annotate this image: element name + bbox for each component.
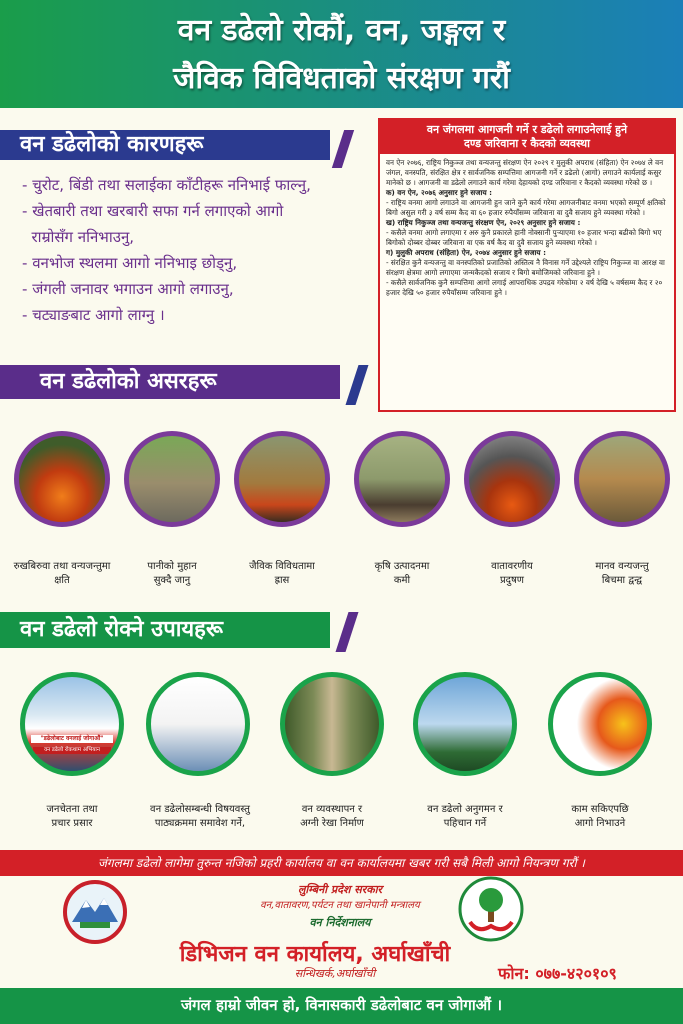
header-line-1: वन डढेलो रोकौं, वन, जङ्गल र	[177, 13, 506, 48]
law-heading-line-2: दण्ड जरिवाना र कैदको व्यवस्था	[464, 137, 590, 150]
cause-item: - चुरोट, बिंडी तथा सलाईका काँटीहरू ननिभाई फाल्नु,	[22, 176, 311, 194]
rally-banner-subtext: वन डढेलो रोकथाम अभियान	[33, 747, 111, 754]
nepal-emblem-icon	[58, 880, 132, 944]
header-banner	[0, 0, 683, 108]
law-section-a-text: - राष्ट्रिय वनमा आगो लगाउने वा आगजनी हुन जाने कुनै कार्य गरेमा आगजनीबाट वनमा भएको सम्पूर्ण क्षतिको बिगो असुल गरी ३ वर्ष सम्म कैद वा ६० हजार रुपैयाँसम्म जरिवाना वा दुवै सजाय हुने व्यवस्था गरेको ।	[386, 198, 666, 217]
publisher-province: लुम्बिनी प्रदेश सरकार	[297, 883, 383, 896]
dry-spring-icon	[124, 431, 220, 527]
office-phone: फोन: ०७७-४२०१०९	[498, 964, 617, 983]
leopard-icon	[574, 431, 670, 527]
measure-caption: वन व्यवस्थापन र अग्नी रेखा निर्माण	[300, 804, 364, 829]
measure-caption: वन डढेलोसम्बन्धी विषयवस्तु पाठ्यक्रममा समावेश गर्ने,	[150, 804, 250, 829]
fire-line-icon	[280, 672, 384, 776]
publisher-directorate: वन निर्देशनालय	[309, 916, 371, 929]
law-heading	[380, 120, 674, 154]
effects-banner	[0, 365, 380, 405]
watch-tower-icon	[413, 672, 517, 776]
law-section-c-title: ग) मुलुकी अपराध (संहिता) ऐन, २०७४ अनुसार हुने सजाय :	[386, 248, 546, 257]
law-section-c-text-2: - कसैले सार्वजनिक कुनै सम्पत्तिमा आगो लगाई आपराधिक उपद्रव गरेकोमा २ वर्ष देखि ५ वर्षसम्म कैद र २० हजार देखि ५० हजार रुपैयाँसम्म जरिवाना हुने ।	[386, 278, 663, 297]
effect-caption: पानीको मुहान सुक्दै जानु	[147, 561, 197, 586]
law-box	[378, 118, 676, 412]
causes-title: वन डढेलोको कारणहरू	[0, 130, 330, 160]
measure-caption: जनचेतना तथा प्रचार प्रसार	[46, 804, 98, 829]
effects-title: वन डढेलोको असरहरू	[0, 365, 340, 399]
warning-bar: जंगलमा डढेलो लागेमा तुरुन्त नजिको प्रहरी कार्यालय वा वन कार्यालयमा खबर गरी सबै मिली आगो नियन्त्रण गरौं ।	[0, 850, 683, 876]
cause-item: - वनभोज स्थलमा आगो ननिभाइ छोड्नु,	[22, 254, 238, 272]
extinguisher-icon	[548, 672, 652, 776]
burnt-logs-icon	[234, 431, 330, 527]
law-section-a-title: क) वन ऐन, २०७६ अनुसार हुने सजाय :	[386, 188, 492, 197]
effect-caption: रुखबिरुवा तथा वन्यजन्तुमा क्षति	[13, 561, 111, 586]
measure-caption: काम सकिएपछि आगो निभाउने	[571, 804, 629, 829]
effect-caption: मानव वन्यजन्तु बिचमा द्वन्द्व	[595, 561, 649, 586]
measures-title: वन डढेलो रोक्ने उपायहरू	[0, 612, 330, 648]
publisher-block	[200, 882, 480, 932]
effect-caption: जैविक विविधतामा ह्रास	[249, 561, 315, 586]
forest-fire-icon	[14, 431, 110, 527]
banner-slash	[332, 130, 354, 168]
rally-icon	[20, 672, 124, 776]
ox-plough-icon	[354, 431, 450, 527]
effect-caption: वातावरणीय प्रदुषण	[491, 561, 533, 586]
measure-caption: वन डढेलो अनुगमन र पहिचान गर्ने	[427, 804, 503, 829]
effect-caption: कृषि उत्पादनमा कमी	[374, 561, 430, 586]
banner-slash	[346, 365, 369, 405]
law-intro: वन ऐन २०७६, राष्ट्रिय निकुञ्ज तथा वन्यजन्तु संरक्षण ऐन २०२९ र मुलुकी अपराध (संहिता) ऐन २०७४ ले वन जंगल, वनस्पति, संरक्षित क्षेत्र र सार्वजनिक सम्पत्तिमा आगजनी गर्ने र डढेलो (आगो) लगाउने कार्यलाई कसुर मानेको छ । आगजनी वा डढेलो लगाउने कार्य गरेमा देहायको दण्ड जरिवाना र कैदको व्यवस्था गरेको छ ।	[386, 158, 664, 187]
rally-banner-text: "डढेलोबाट वनलाई जोगाऔं"	[31, 735, 113, 743]
law-section-c-text-1: - संरक्षित कुनै वन्यजन्तु वा वनस्पतिको प्रजातिको अस्तित्व नै विनास गर्ने उद्देश्यले राष्ट्रिय निकुञ्ज वा आरक्ष वा संरक्षण क्षेत्रमा आगो लगाएमा जन्मकैदको सजाय र बिगो बमोजिमको जरिवाना हुने ।	[386, 258, 665, 277]
banner-slash	[336, 612, 359, 652]
cause-item: - जंगली जनावर भगाउन आगो लगाउनु,	[22, 280, 234, 298]
students-icon	[146, 672, 250, 776]
measures-banner	[0, 612, 370, 652]
smoke-fire-icon	[464, 431, 560, 527]
header-line-2: जैविक विविधताको संरक्षण गरौं	[173, 61, 510, 96]
law-heading-line-1: वन जंगलमा आगजनी गर्ने र डढेलो लगाउनेलाई हुने	[426, 123, 628, 136]
publisher-ministry: वन,वातावरण,पर्यटन तथा खानेपानी मन्त्रालय	[260, 900, 420, 911]
law-body	[380, 154, 674, 302]
causes-banner	[0, 130, 350, 168]
cause-item: राम्रोसँग ननिभाउनु,	[31, 228, 135, 246]
office-name: डिभिजन वन कार्यालय, अर्घाखाँची	[179, 942, 451, 967]
law-section-b-text: - कसैले वनमा आगो लगाएमा र अरु कुनै प्रकारले हानी नोक्सानी पुऱ्याएमा १० हजार भन्दा बढीको बिगो भए बिगोको दोब्बर दोब्बर जरिवाना वा एक वर्ष कैद वा दुवै सजाय हुने व्यवस्था गरेको ।	[386, 228, 662, 247]
cause-item: - खेतबारी तथा खरबारी सफा गर्न लगाएको आगो	[22, 202, 284, 220]
footer-slogan: जंगल हाम्रो जीवन हो, विनासकारी डढेलोबाट वन जोगाऔं ।	[0, 988, 683, 1024]
law-section-b-title: ख) राष्ट्रिय निकुञ्ज तथा वन्यजन्तु संरक्षण ऐन, २०२९ अनुसार हुने सजाय :	[386, 218, 581, 227]
cause-item: - चट्याङबाट आगो लाग्नु ।	[22, 306, 165, 324]
office-address: सन्धिखर्क,अर्घाखाँची	[294, 967, 376, 980]
causes-list	[22, 175, 362, 331]
forest-logo-icon	[458, 876, 524, 942]
